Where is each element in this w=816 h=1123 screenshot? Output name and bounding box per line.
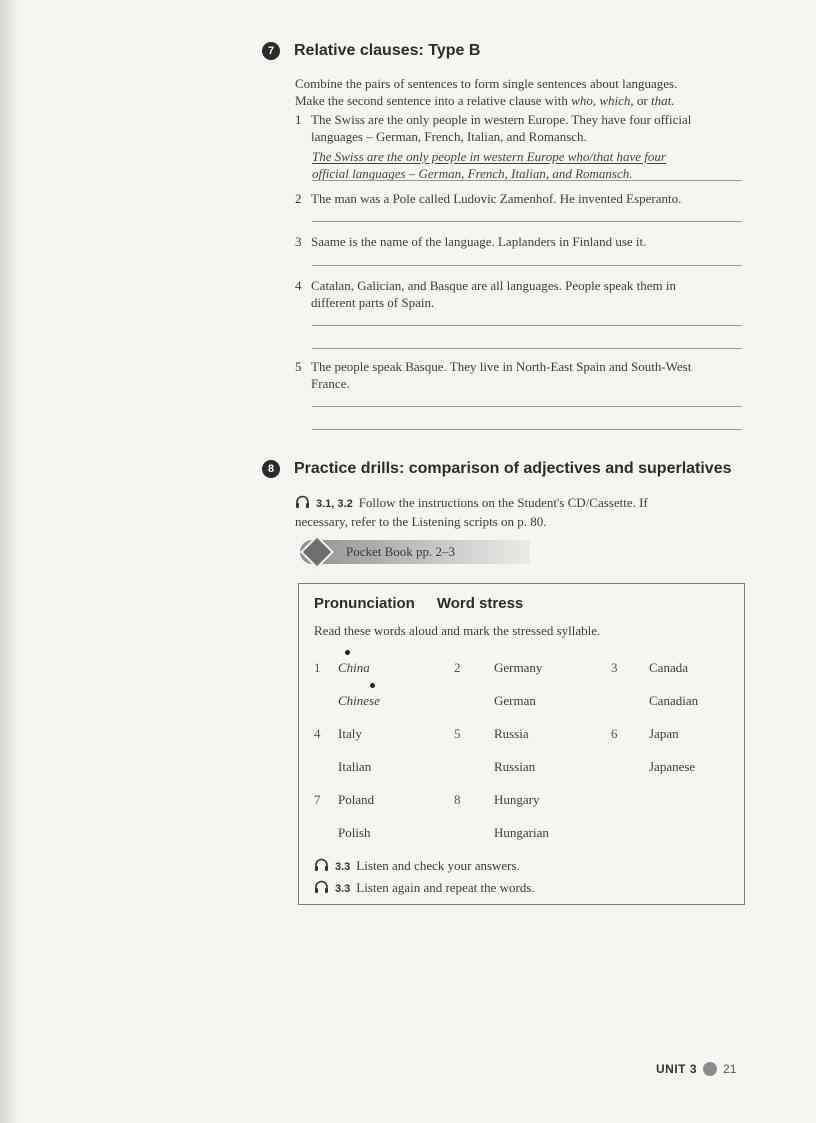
- headphones-icon: [295, 495, 310, 513]
- section-7-header: [262, 42, 480, 60]
- exercise-item-4: 4 Catalan, Galician, and Basque are all languages. People speak them in different parts of Spain.: [295, 278, 676, 310]
- word-group-number: 3: [611, 660, 618, 675]
- section-7-instructions: [295, 75, 745, 109]
- word-italian: Italian: [338, 759, 372, 774]
- exercise-item-2: 2 The man was a Pole called Ludovic Zamenhof. He invented Esperanto.: [295, 191, 682, 206]
- word-poland: Poland: [338, 792, 375, 807]
- word-japanese: Japanese: [649, 759, 696, 774]
- page-number: 21: [723, 1062, 737, 1076]
- word-polish: Polish: [338, 825, 371, 840]
- word-group-number: 1: [314, 660, 321, 675]
- pronunciation-subtitle: Word stress: [436, 595, 524, 612]
- word-canada: Canada: [649, 660, 688, 675]
- exercise-item-5: 5 The people speak Basque. They live in North-East Spain and South-West France.: [295, 359, 692, 391]
- section-8-header: [262, 460, 732, 478]
- footer-dot-icon: [703, 1062, 717, 1076]
- section-8-title: Practice drills: comparison of adjectives and superlatives: [294, 460, 732, 477]
- track-number: 3.1, 3.2: [316, 498, 353, 510]
- word-hungary: Hungary: [494, 792, 540, 807]
- example-answer-line-2: official languages – German, French, Italian, and Romansch.: [312, 166, 633, 181]
- headphones-icon: [314, 858, 329, 876]
- answer-line-5b[interactable]: [312, 429, 742, 430]
- listen-check-line: 3.3 Listen and check your answers.: [314, 857, 520, 876]
- answer-line-2[interactable]: [312, 221, 742, 222]
- instruction-line-1: Combine the pairs of sentences to form single sentences about languages.: [295, 76, 678, 91]
- word-group-number: 2: [454, 660, 461, 675]
- word-russian: Russian: [494, 759, 536, 774]
- word-germany: Germany: [494, 660, 543, 675]
- stress-mark-chinese: [370, 683, 375, 688]
- word-german: German: [494, 693, 536, 708]
- answer-line-5a[interactable]: [312, 406, 742, 407]
- listen-repeat-line: 3.3 Listen again and repeat the words.: [314, 879, 535, 898]
- answer-line-3[interactable]: [312, 265, 742, 266]
- word-hungarian: Hungarian: [494, 825, 549, 840]
- word-group-number: 5: [454, 726, 461, 741]
- pronunciation-instruction: Read these words aloud and mark the stressed syllable.: [314, 623, 601, 638]
- section-7-title: Relative clauses: Type B: [294, 42, 481, 59]
- word-japan: Japan: [649, 726, 679, 741]
- exercise-item-3: 3 Saame is the name of the language. Laplanders in Finland use it.: [295, 234, 647, 249]
- word-group-number: 7: [314, 792, 321, 807]
- page-footer: [656, 1062, 736, 1076]
- exercise-item-1: 1 The Swiss are the only people in western Europe. They have four official languages – German, French, Italian, and Romansch.: [295, 112, 692, 144]
- word-canadian: Canadian: [649, 693, 699, 708]
- instruction-line-2: Make the second sentence into a relative clause with who, which, or that.: [295, 93, 675, 108]
- word-italy: Italy: [338, 726, 362, 741]
- word-russia: Russia: [494, 726, 529, 741]
- section-8-number-badge: 8: [262, 460, 280, 478]
- answer-line-4a[interactable]: [312, 325, 742, 326]
- example-answer-line-1: The Swiss are the only people in western Europe who/that have four: [312, 149, 666, 164]
- pocket-book-reference: Pocket Book pp. 2–3: [346, 544, 456, 559]
- headphones-icon: [314, 880, 329, 898]
- word-group-number: 4: [314, 726, 321, 741]
- word-group-number: 8: [454, 792, 461, 807]
- section-7-number-badge: 7: [262, 42, 280, 60]
- pronunciation-heading: Pronunciation Word stress: [314, 595, 524, 612]
- answer-line-1: [312, 180, 742, 181]
- unit-label: UNIT 3: [656, 1062, 698, 1076]
- section-8-instructions: 3.1, 3.2 Follow the instructions on the Student's CD/Cassette. If necessary, refer to the Listening scripts on p. 80.: [295, 495, 648, 529]
- word-chinese: Chinese: [338, 693, 380, 708]
- stress-mark-china: [345, 650, 350, 655]
- word-group-number: 6: [611, 726, 618, 741]
- answer-line-4b[interactable]: [312, 348, 742, 349]
- word-china: China: [338, 660, 370, 675]
